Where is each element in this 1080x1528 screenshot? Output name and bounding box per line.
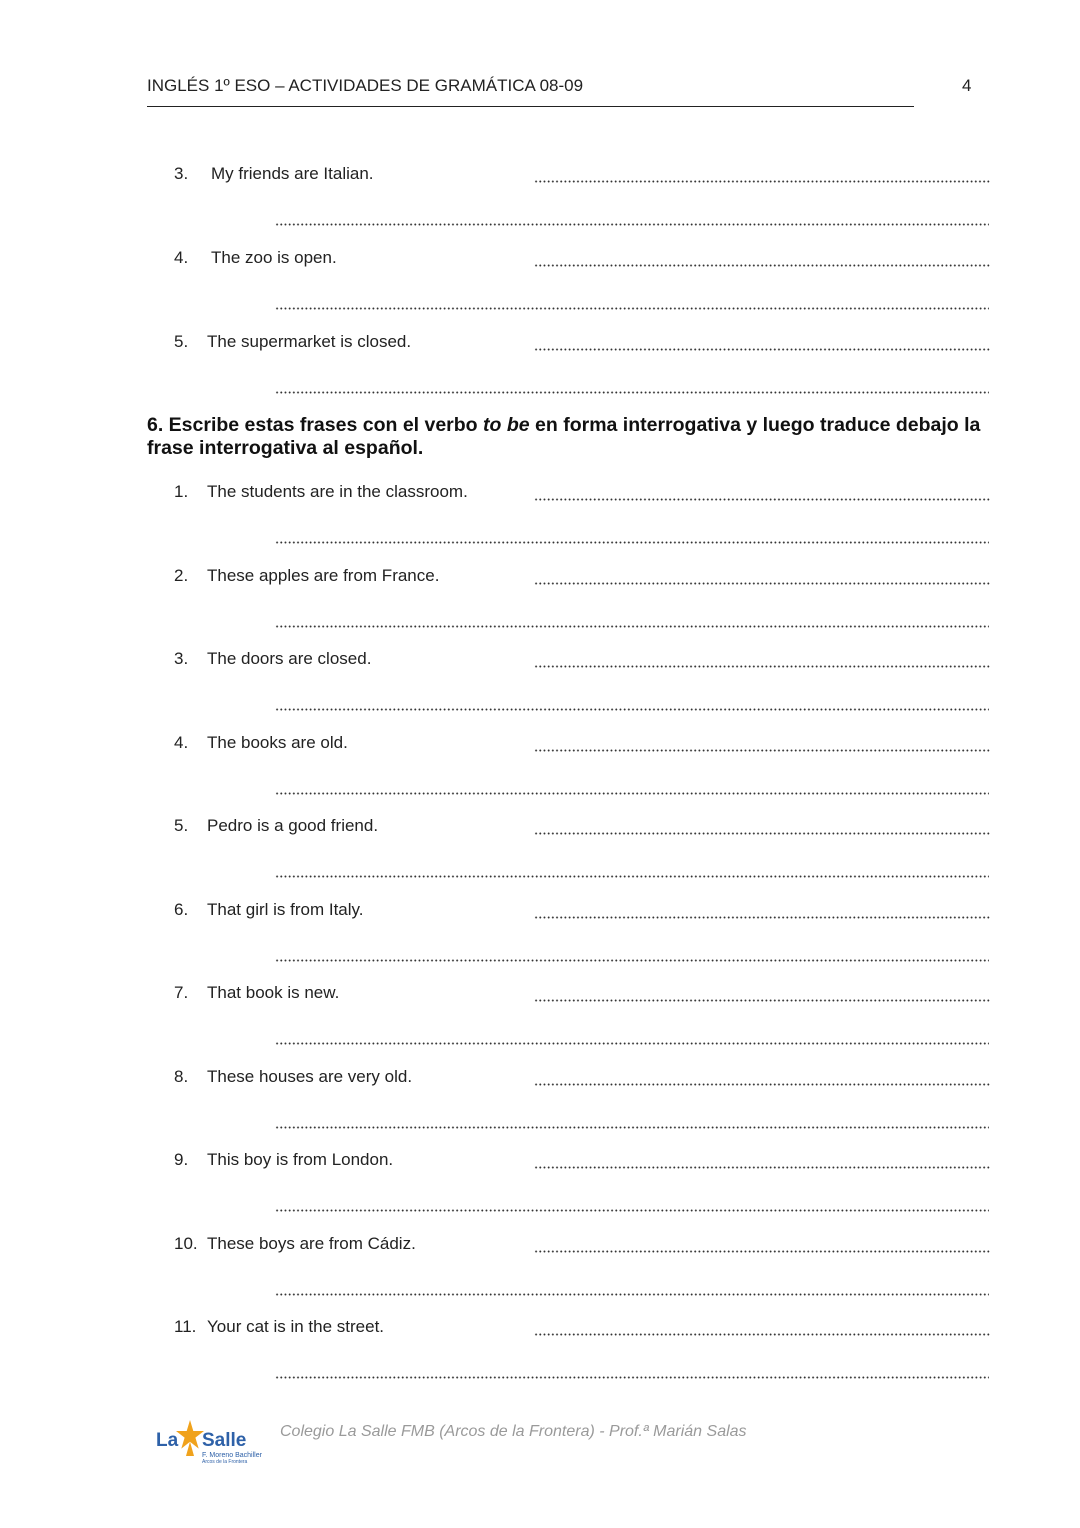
answer-line[interactable]: [534, 264, 991, 267]
instruction-italic-term: to be: [483, 414, 530, 436]
exercise-item: [0, 1317, 1080, 1401]
item-sentence: The students are in the classroom.: [207, 482, 468, 501]
answer-line[interactable]: [534, 1333, 991, 1336]
item-sentence: Pedro is a good friend.: [207, 816, 379, 835]
exercise-item: [0, 482, 1080, 566]
exercise-item: [0, 248, 1080, 332]
translation-line[interactable]: [275, 1376, 989, 1379]
page-number: 4: [962, 76, 972, 95]
item-sentence: That girl is from Italy.: [207, 900, 364, 919]
answer-line[interactable]: [534, 665, 991, 668]
header-title: INGLÉS 1º ESO – ACTIVIDADES DE GRAMÁTICA 08-09: [147, 76, 584, 95]
translation-line[interactable]: [275, 959, 989, 962]
exercise-item: [0, 900, 1080, 984]
item-sentence: The doors are closed.: [207, 649, 372, 668]
item-number: 1.: [174, 482, 189, 501]
instruction-text: en forma interrogativa y luego traduce debajo la frase interrogativa al español.: [147, 414, 981, 459]
header-divider: [147, 106, 914, 107]
translation-line[interactable]: [275, 541, 989, 544]
answer-line[interactable]: [534, 1250, 991, 1253]
translation-line[interactable]: [275, 223, 989, 226]
translation-line[interactable]: [275, 875, 989, 878]
exercise-item: [0, 733, 1080, 817]
item-number: 3.: [174, 164, 189, 183]
item-number: 9.: [174, 1150, 189, 1169]
item-sentence: My friends are Italian.: [211, 164, 374, 183]
logo-word-salle: Salle: [202, 1430, 247, 1451]
item-sentence: Your cat is in the street.: [207, 1317, 385, 1336]
item-number: 7.: [174, 983, 189, 1002]
translation-line[interactable]: [275, 307, 989, 310]
item-number: 10.: [174, 1234, 198, 1253]
answer-line[interactable]: [534, 582, 991, 585]
translation-line[interactable]: [275, 1209, 989, 1212]
item-number: 3.: [174, 649, 189, 668]
item-number: 6.: [174, 900, 189, 919]
answer-line[interactable]: [534, 1166, 991, 1169]
translation-line[interactable]: [275, 625, 989, 628]
answer-line[interactable]: [534, 180, 991, 183]
answer-line[interactable]: [534, 999, 991, 1002]
item-number: 5.: [174, 816, 189, 835]
item-number: 8.: [174, 1067, 189, 1086]
exercise-item: [0, 1234, 1080, 1318]
answer-line[interactable]: [534, 348, 991, 351]
item-sentence: The supermarket is closed.: [207, 332, 412, 351]
la-salle-logo: [154, 1420, 270, 1466]
answer-line[interactable]: [534, 1083, 991, 1086]
answer-line[interactable]: [534, 916, 991, 919]
star-icon: [176, 1420, 204, 1456]
exercise-item: [0, 983, 1080, 1067]
translation-line[interactable]: [275, 1126, 989, 1129]
item-number: 5.: [174, 332, 189, 351]
logo-location: Arcos de la Frontera: [202, 1459, 248, 1465]
logo-word-la: La: [156, 1430, 179, 1451]
exercise-item: [0, 164, 1080, 248]
item-sentence: These houses are very old.: [207, 1067, 413, 1086]
translation-line[interactable]: [275, 792, 989, 795]
instruction-text: 6. Escribe estas frases con el verbo: [147, 414, 484, 436]
item-number: 4.: [174, 248, 189, 267]
exercise-item: [0, 649, 1080, 733]
translation-line[interactable]: [275, 708, 989, 711]
item-sentence: The zoo is open.: [211, 248, 337, 267]
answer-line[interactable]: [534, 832, 991, 835]
item-sentence: The books are old.: [207, 733, 348, 752]
translation-line[interactable]: [275, 1293, 989, 1296]
logo-subtitle: F. Moreno Bachiller: [202, 1452, 262, 1459]
item-number: 4.: [174, 733, 189, 752]
exercise-item: [0, 1067, 1080, 1151]
footer-credit: Colegio La Salle FMB (Arcos de la Frontera) - Prof.ª Marián Salas: [280, 1423, 747, 1440]
item-sentence: This boy is from London.: [207, 1150, 394, 1169]
answer-line[interactable]: [534, 749, 991, 752]
exercise-item: [0, 332, 1080, 416]
item-sentence: These apples are from France.: [207, 566, 440, 585]
translation-line[interactable]: [275, 1042, 989, 1045]
exercise-item: [0, 1150, 1080, 1234]
exercise-item: [0, 816, 1080, 900]
item-sentence: That book is new.: [207, 983, 340, 1002]
item-sentence: These boys are from Cádiz.: [207, 1234, 416, 1253]
exercise-6-instruction: [147, 414, 1017, 460]
item-number: 11.: [174, 1317, 197, 1336]
translation-line[interactable]: [275, 391, 989, 394]
item-number: 2.: [174, 566, 189, 585]
answer-line[interactable]: [534, 498, 991, 501]
exercise-item: [0, 566, 1080, 650]
